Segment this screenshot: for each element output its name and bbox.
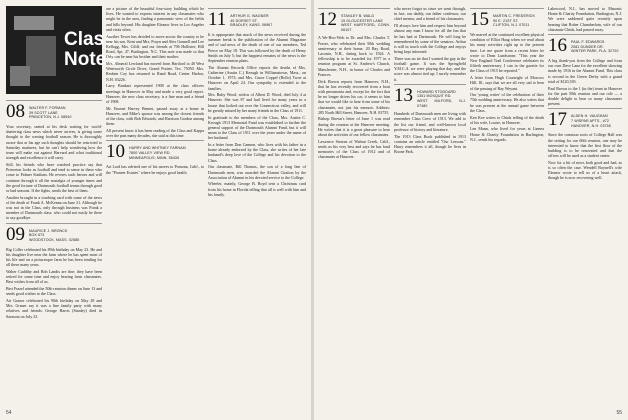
class-year-number: 11 xyxy=(208,9,227,30)
address-line: WALTER F. FORMAN xyxy=(29,106,66,110)
note-paragraph: Now for a bit of news both good and bad, as is so often the case. Wendell Boynell's wife Eleanor wrote to tell us of a heart attack, though he is now recovering well. xyxy=(548,159,622,181)
class-year-number: 10 xyxy=(106,141,125,163)
note-paragraph: The 1913 Class Book published in 1913 contains an article entitled "Our Lessons." Harry remembers it all, though he lives in Boone Park. xyxy=(394,133,466,155)
note-paragraph: Ken Kee writes to Chink telling of the death of his wife, Louise, in Hanover. xyxy=(470,114,544,125)
note-paragraph: In a letter from Don Cannon, who lives with his father in a home already endorsed by the Class, she writes of her late husband's deep love of the College and his devotion to the Class. xyxy=(208,142,306,163)
left-col-2 xyxy=(106,6,204,408)
secretary-address xyxy=(341,11,390,32)
note-paragraph: Lawrence Stearns of Walnut Creek, Calif., sends us his very best and says he has fond memories of the Class of 1912 and of classmates at Hanover. xyxy=(318,138,390,160)
address-line: HOWARD STODDARD xyxy=(417,89,456,94)
address-line: 45 DORSET ST. xyxy=(230,18,258,23)
note-paragraph: A letter from Hugh Courtright of Moscow Hill, Ill., says that we are all very sad to hear of the passing of Ray Weyant. xyxy=(470,75,544,91)
note-paragraph: Paul Brown to the 1 (in the) team in Hanover for the past 50th reunion and our role — a double delight to hear so many classmates present. xyxy=(548,85,622,107)
note-paragraph: Art Grauer celebrated his 90th birthday on May 28 and Mrs. Grauer say it was a fine family party with many relatives and friends. George Harris (Stanley) died in Sarasota on July 23. xyxy=(6,297,102,319)
class-year-entry xyxy=(394,84,466,108)
class-year-number: 13 xyxy=(394,84,413,106)
address-line: PAUL F. EDWARDS xyxy=(571,40,605,45)
class-year-number: 09 xyxy=(6,223,25,245)
note-paragraph: Our classmate, Bill Thomas, the son of a long line of Dartmouth men, was awarded the Alumni Citation by the Association of Alumni in his devoted service to the College. xyxy=(208,164,306,180)
note-paragraph: Lakewood, N.J., has moved to Masonic Home & Charity Foundation, Burlington, N.J. We were saddened quite recently upon hearing that Rober Chamberlain, wife of our classmate Chink, had passed away. xyxy=(548,6,622,32)
class-notes-photo xyxy=(6,6,117,94)
note-paragraph: Bishop Brown's letter of June 1 was read during the reunion at the Hanover meeting. He writes that it is a great pleasure to hear about the activities of our fellow classmates. xyxy=(318,116,390,138)
note-paragraph: Big Coller celebrated his 89th birthday on May 23. He and his daughter live near the farm where he has spent most of his life and on a picturesque farm he has been tending for all these many years. xyxy=(6,246,102,268)
note-paragraph: A big thank-you from the College and from our own Dave Lanz for the excellent showing made by 1916 in the Alumni Fund. This class is second in the Green Derby with a grand total of $120,339. xyxy=(548,58,622,84)
class-year-number: 08 xyxy=(6,101,25,122)
secretary-address xyxy=(571,37,619,55)
address-line: CLIFTON, N.J. 07011 xyxy=(493,23,530,28)
secretary-address xyxy=(230,11,272,29)
left-page xyxy=(0,0,312,420)
note-paragraph: Mr. Emmet Harvey Bennet, passed away at a home in Hanover, and Mike's spouse was among the closest friends of the class, with Bob Edwards, and Harrison Gordon among them. xyxy=(106,105,204,127)
secretary-address xyxy=(129,143,186,161)
address-line: WINTER PARK, FLA. 32792 xyxy=(571,49,619,54)
address-line: 90 E. 21ST ST. xyxy=(493,18,519,23)
note-paragraph: Still, his friends who have watched practice say that Princeton looks as football and tend to sense in these who come to Palmer Stadium. He reveres such heroes and will continue through it all the nostalgia of younger times and the good fortune of Dartmouth football teams through good or bad seasons. If the fights, sends the best of them. xyxy=(6,161,102,193)
note-paragraph: Dick Brown reports from Hanover, N.H., that he has recently recovered from a bout with pneumonia and, except for the fact that he no longer drives his car, it seems to him that we would like to hear from some of his classmates, not just his memoir. Address: 285 North Hill Street, Hanover, N.H. 03755. xyxy=(318,78,390,115)
secretary-address xyxy=(493,11,535,29)
class-year-number: 16 xyxy=(548,35,567,57)
secretary-address xyxy=(571,111,611,129)
address-line: MARTIN C. FREDERICK xyxy=(493,14,535,18)
folio-left: 54 xyxy=(6,410,12,416)
note-paragraph: Art Lord has advised one of his moves to Pomona, Calif., to the "Pioneer Estates" where he enjoys good health. xyxy=(106,164,204,175)
note-paragraph: Another Tower has decided to move across the country to be near his son. Kent and Mrs. Pruyn and Alex Gonnell and Lee Kellogg, Mrs. Ciliff, and our friends at 706 Hollister, Hill Road, Apt. 47, Burlington, N.C. This note was made so that Orly can be near his brother and their mother. xyxy=(106,33,204,60)
right-col-2 xyxy=(394,6,466,408)
note-paragraph: Bert Frazel attended the 50th reunion dinner on June 13 and sends good wishes to the Class. xyxy=(6,286,102,297)
address-line: 15 GLOUCESTER LANE xyxy=(341,18,383,23)
note-paragraph: Wheeler, mainly, George B. Boyd sent a Christmas card from his home in Florida telling that all is well with him and his family. xyxy=(208,181,306,197)
right-page xyxy=(314,0,628,420)
note-paragraph: I'll always love him and respect him beyond almost any man I know for all the fun that he has had at Dartmouth. He will long be remembered by some of the senators. Arthur is still in touch with the College and enjoys being kept informed. xyxy=(394,23,466,55)
class-year-entry xyxy=(318,11,390,32)
class-year-entry xyxy=(106,143,204,161)
class-year-number: 15 xyxy=(470,9,489,30)
class-year-entry xyxy=(208,11,306,29)
note-paragraph: Len Mann, who lived for years at Linnea Home & Charity Foundation in Burlington, N.J., sends his regards. xyxy=(470,126,544,142)
right-col-1 xyxy=(318,6,390,408)
address-line: HARRY AND WHITNEY FARNAM xyxy=(129,146,186,151)
address-line: ALDEN H. VAUGHAN xyxy=(571,114,608,119)
address-line: BRADLEY, KANS. 06967 xyxy=(230,23,273,28)
note-paragraph: Mrs. Almeral Lewland has moved from Hartford to 40 West Wentworth Circle Drive, Grand Prairie, Tex. 75050. Mrs. Reuben Coy has returned to Rand Road, Center Harbor, N.H. 03226. xyxy=(106,61,204,82)
class-year-entry xyxy=(6,103,102,121)
note-paragraph: Larry Bunkart represented 1908 at the class officers meetings in Hanover in May and made a very good report. Hanover, the new class secretary, is a fine man and a friend of 1908. xyxy=(106,83,204,104)
class-year-number: 12 xyxy=(318,9,337,30)
address-line: HANOVER, N.H. 03755 xyxy=(571,123,611,128)
address-line: ARTHUR G. WAGNER xyxy=(230,14,269,18)
secretary-address xyxy=(417,87,466,108)
note-paragraph: In gratitude to the members of the Class, Mrs. Austin C. Keough 1913 Memorial Fund was established to further the general support of the Dartmouth Alumni Fund, but it will mean to the Class of 1911 over the years under the name of her husband. xyxy=(208,114,306,141)
note-paragraph: Walter Cuddihy and Bob Landis are fine; they have been retired for some time and enjoy hearing from classmates. Best wishes from all of us. xyxy=(6,268,102,285)
address-line: 39 SCOTT LANE xyxy=(29,110,58,115)
folio-right: 55 xyxy=(616,410,622,416)
address-line: MAURICE J. BRONCK xyxy=(29,228,68,233)
class-year-entry xyxy=(6,223,102,245)
class-year-number: 17 xyxy=(548,109,567,131)
address-line: 7800 VALLEY VIEW RD. xyxy=(129,150,171,155)
note-paragraph: It is appropriate that much of the news received during the summer break is the publication of the Alumni Magazine and of sad news of the death of one of our members, Ted Pierce on May 18. This was followed by the death of Henry Smith on July 5; but the happiest remains of the news is the September reunion plans. xyxy=(208,32,306,64)
note-paragraph: Another brought in a touching card with some of the news of the death of Frank A. McKenna on June 21. Although he was not in the Class, only through business was Frank a member of Dartmouth class, who could not easily be there to say goodbye. xyxy=(6,194,102,221)
address-line: 2081 DUNDEE DR. xyxy=(571,44,604,49)
note-paragraph: Your secretary, seated at his desk waiting for world-shattering class news which never arrives, is giving some thought to the coming football season. He is thoroughly aware that at his age such thoughts should be restricted to Saturday matinees, but he can't help wondering how the team will make out against Harvard and what traditional strength and excellence it will carry. xyxy=(6,124,102,161)
class-year-entry xyxy=(548,111,622,129)
note-paragraph: Hundreds of Dartmouth men are living with remember Class Crew of 1913. We add to the list our friend, and well-known local professor of history and literature. xyxy=(394,111,466,132)
address-line: MINNEAPOLIS, MINN. 55435 xyxy=(129,155,180,160)
address-line: PRINCETON, N.J. 08540 xyxy=(29,115,72,120)
address-line: BOX 673 xyxy=(29,233,45,238)
address-line: WEST HARTFORD, CONN. 06107 xyxy=(341,23,390,32)
secretary-address xyxy=(29,103,72,121)
right-col-4 xyxy=(548,6,622,408)
class-year-entry xyxy=(470,11,544,29)
class-year-entry xyxy=(548,37,622,55)
left-col-1 xyxy=(6,98,102,408)
note-paragraph: All present know it has been reading of the Class and Kappa over the past many decades, she said at this time. xyxy=(106,127,204,139)
note-paragraph: We marvel at the continued excellent physical condition of Elliot Haag when we read about his many activities right up to the present time. Let me quote from a recent letter he wrote to Dean Lundstrom: "This year the New England Trail Conference celebrates its fiftieth anniversary. I can in the gazette for the Class of 1915 be reported." xyxy=(470,32,544,74)
left-col-3 xyxy=(208,6,306,408)
address-line: STANLEY B. WALD xyxy=(341,14,375,18)
note-paragraph: who never forgot us since we went through, in fact, our daddy, our father confessor, our chief mentor, and a friend of his classmates. xyxy=(394,6,466,22)
note-paragraph: are a picture of the beautiful four-story building which he lives. He wanted to express interest in any classmates who might be in the area, finding a panoramic view of the fields and hills beyond. His daughter Eleanor lives in Los Angeles and visits often. xyxy=(106,6,204,32)
section-title: Class Notes xyxy=(64,29,117,70)
note-paragraph: The Alumni Records Office reports the deaths of Mrs. Catherine (Austin C.) Keough in Williamstown, Mass., on October 1, 1973; and Mrs. Grace Coppel (Rollo) Twoe at Hanover on April 24. Our sympathy is extended to the families. xyxy=(208,64,306,91)
note-paragraph: Our 'young writer' of the celebration of their 75th wedding anniversary. He also writes that he was present at the annual game between the Class. xyxy=(470,92,544,113)
note-paragraph: Since the common roots of College Hall was the setting for our 60th reunion, one may be interested to know that the first floor of the building is to be renovated and that the offices will be used as a student center. xyxy=(548,132,622,159)
address-line: 1351 MOSQUIT RD. xyxy=(417,94,452,99)
note-paragraph: A We-Hoo-Woh to Dr. and Mrs. Charles T. Fraser, who celebrated their 50th wedding anniversary at their home, 20 Bay Road, Laconia, N.H., dating back to 1924. A fellowship is to be awarded for 1977 in a reunion program at St. Andrew's Church, Manchester, N.H., in honor of Charles and Frances. xyxy=(318,35,390,77)
secretary-address xyxy=(29,226,79,244)
address-line: WOODSTOCK, MASS. 02585 xyxy=(29,237,80,242)
note-paragraph: There was no tie that I wanted the guy in the football game. It was the Springfield Y.M.C.A. we were playing that day, and the score was almost tied up; I surely remember it. xyxy=(394,55,466,82)
address-line: WEST MILFORD, N.J. 07480 xyxy=(417,99,466,108)
right-col-3 xyxy=(470,6,544,408)
note-paragraph: Mrs. Ruby Wood, widow of Albert D. Wood, died July 4 at Hanover. She was 87 and had lived for many years in a house that looked out over the Connecticut valley, and will be greatly missed by her many friends in the Class of 1911. xyxy=(208,92,306,113)
address-line: 7 WISPAR APTS., #72 xyxy=(571,118,609,123)
